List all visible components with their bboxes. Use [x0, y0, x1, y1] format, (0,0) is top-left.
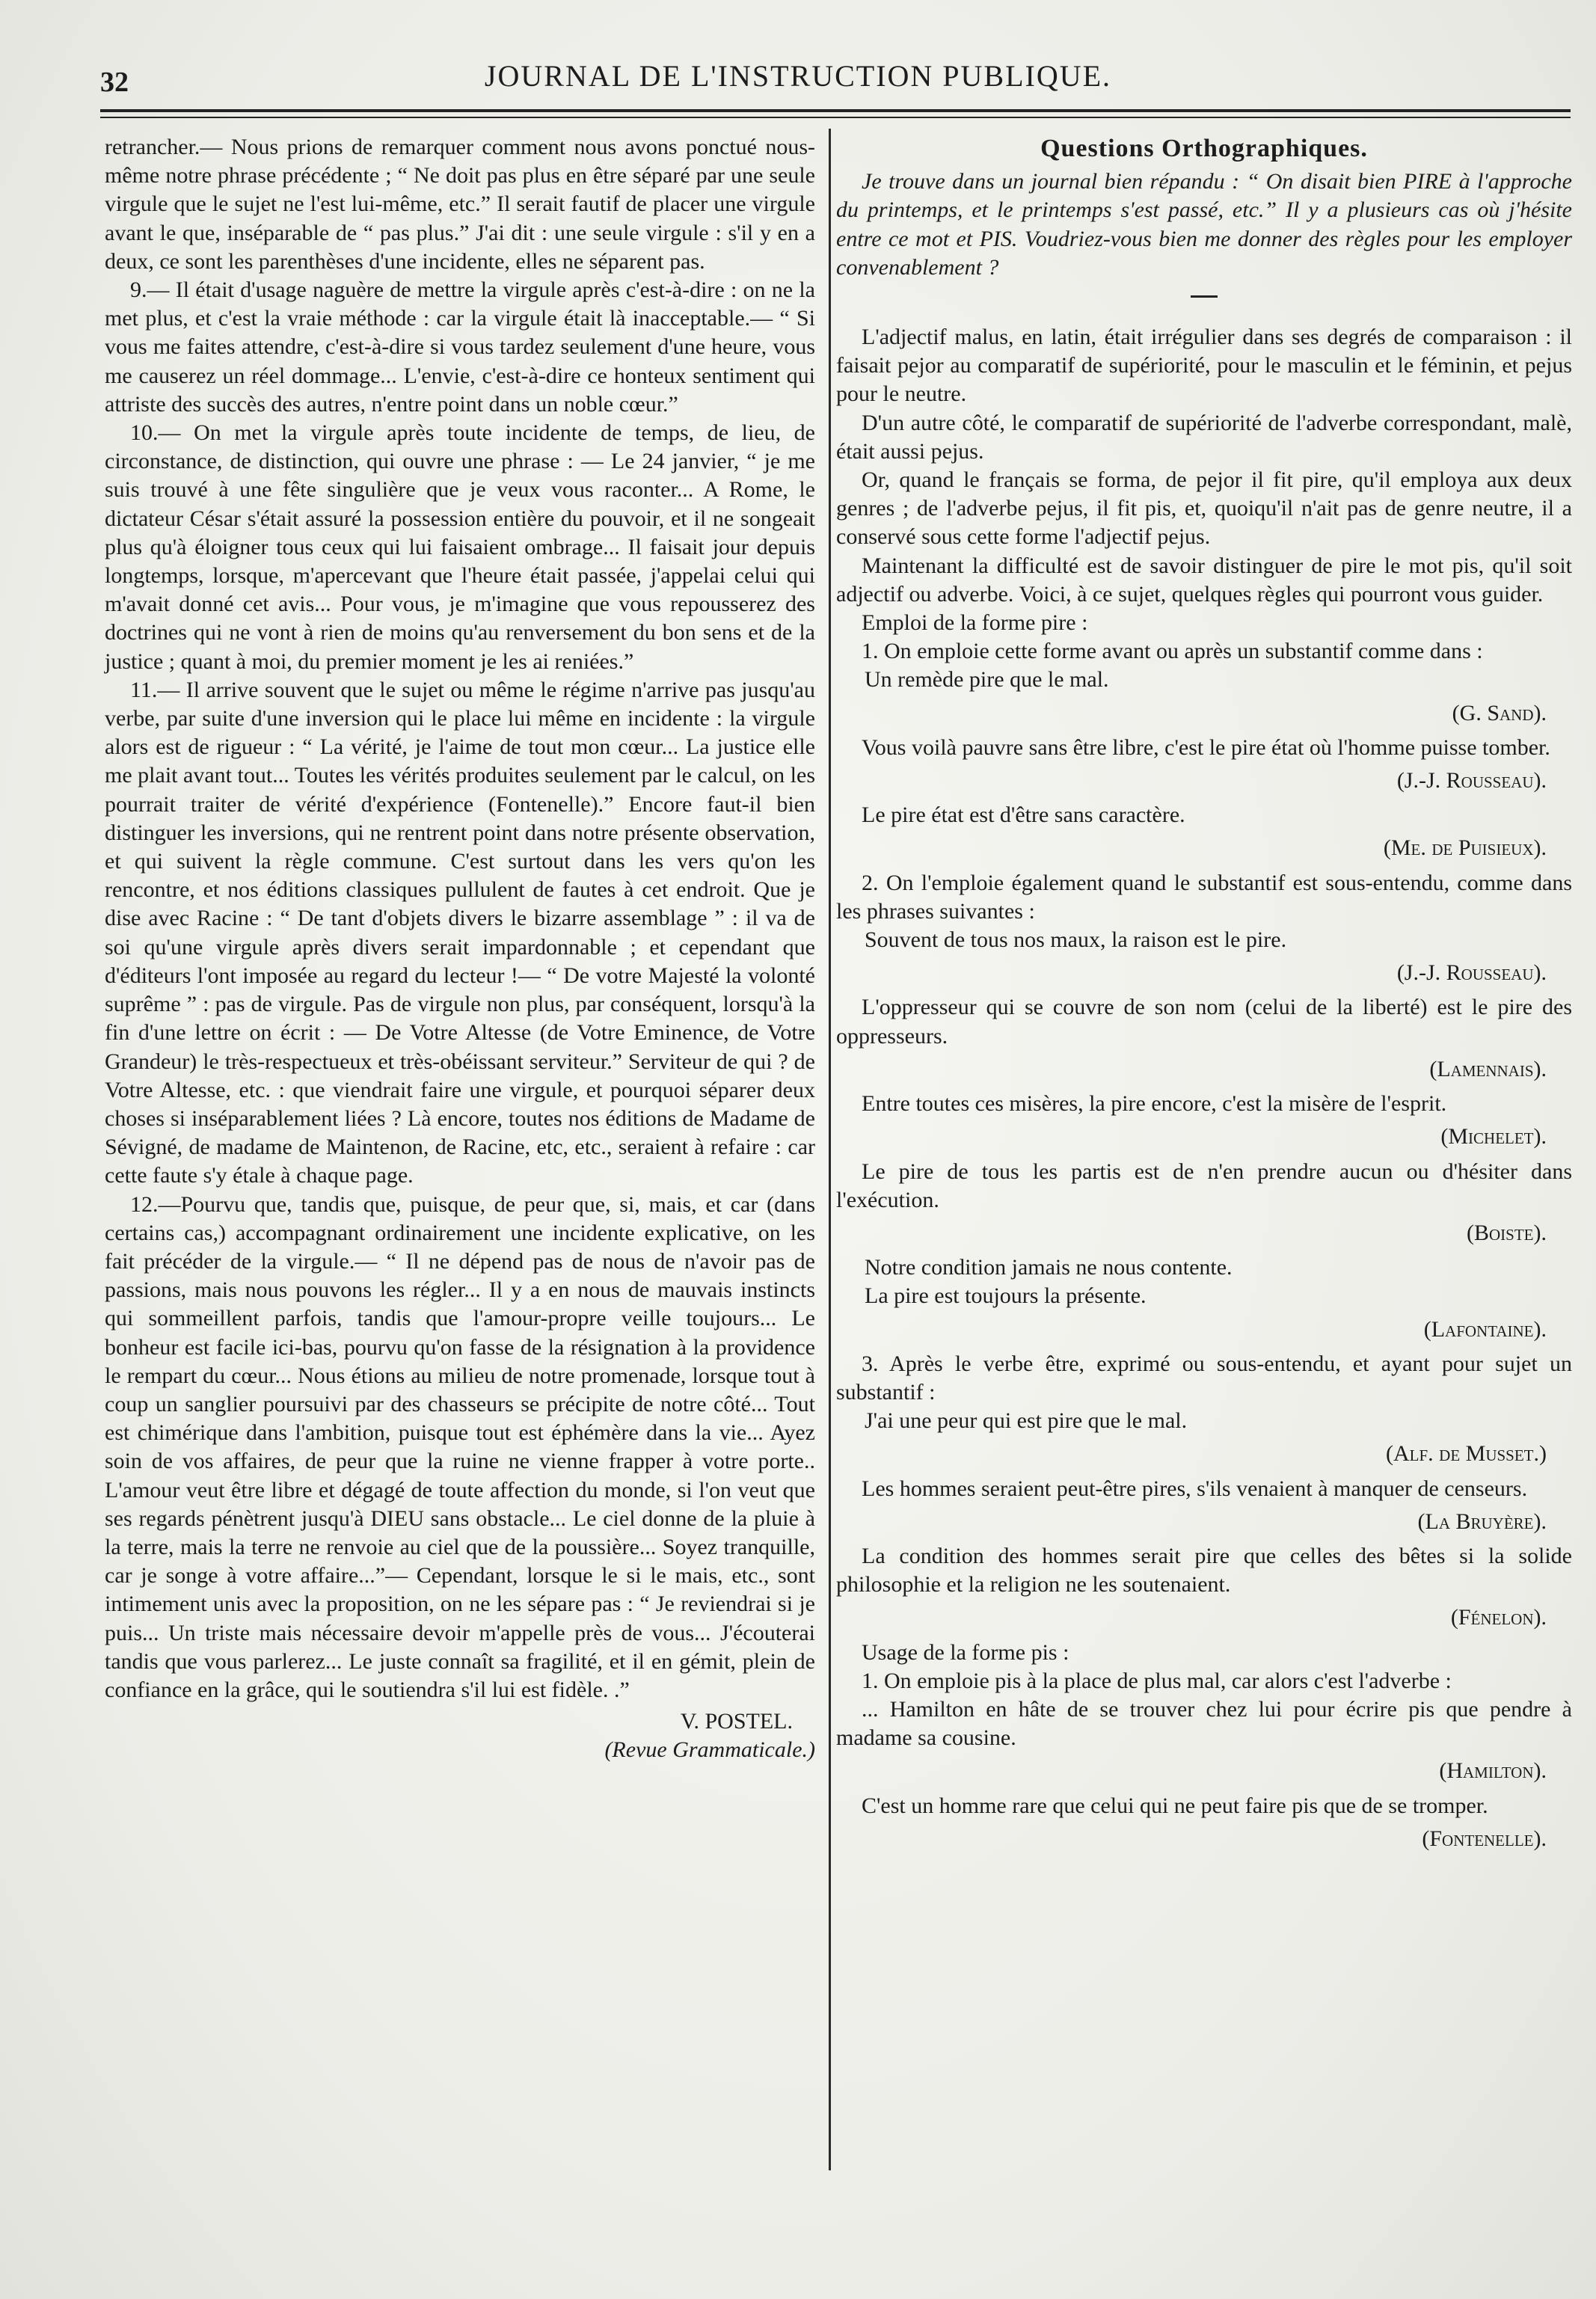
answer-paragraph: Or, quand le français se forma, de pejor il fit pire, qu'il employa aux deux genres ; de l'adverbe pejus, il fit pis, et, quoiqu'il n'ait pas de genre neutre, il a conservé sous cette forme l'adjectif pejus.	[836, 467, 1572, 550]
usage-pis-heading: Usage de la forme pis :	[862, 1639, 1069, 1665]
separator-dash	[1191, 295, 1218, 298]
header-rule-thin	[100, 117, 1571, 118]
citation: (Fontenelle).	[1422, 1826, 1547, 1851]
rule-paragraph: 1. On emploie pis à la place de plus mal, car alors c'est l'adverbe :	[862, 1668, 1452, 1693]
rule-paragraph: 2. On l'emploie également quand le substantif est sous-entendu, comme dans les phrases suivantes :	[836, 870, 1572, 924]
citation: (Boiste).	[1467, 1220, 1547, 1245]
example-quote: Notre condition jamais ne nous contente.	[865, 1255, 1233, 1280]
answer-paragraph: L'adjectif malus, en latin, était irrégulier dans ses degrés de comparaison : il faisait pejor au comparatif de supériorité, pour le masculin et le féminin, et pejus pour le neutre.	[836, 325, 1572, 407]
answer-paragraph: Maintenant la difficulté est de savoir distinguer de pire le mot pis, qu'il soit adjectif ou adverbe. Voici, à ce sujet, quelques règles qui pourront vous guider.	[836, 553, 1572, 607]
citation: (La Bruyère).	[1417, 1508, 1547, 1534]
section-heading: Questions Orthographiques.	[1040, 135, 1368, 162]
rule-paragraph: 1. On emploie cette forme avant ou après un substantif comme dans :	[862, 639, 1483, 664]
example-quote: Le pire état est d'être sans caractère.	[862, 802, 1185, 828]
rule-paragraph: 3. Après le verbe être, exprimé ou sous-entendu, et ayant pour sujet un substantif :	[836, 1351, 1572, 1405]
page-number: 32	[100, 67, 129, 98]
emploi-pire-heading: Emploi de la forme pire :	[862, 610, 1088, 636]
example-quote: J'ai une peur qui est pire que le mal.	[865, 1408, 1188, 1434]
paragraph-rule-9: 9.— Il était d'usage naguère de mettre la virgule après c'est-à-dire : on ne la met plus, et c'est la vraie méthode : car la virgule était là inacceptable.— “ Si vous me faites attendre, c'est-à-dire si vous tardez seulement d'une heure, vous me causerez un réel dommage... L'envie, c'est-à-dire ce honteux sentiment qui attriste des succès des autres, n'entre point dans un noble cœur.”	[105, 277, 815, 417]
journal-title: JOURNAL DE L'INSTRUCTION PUBLIQUE.	[484, 59, 1112, 93]
citation: (Lafontaine).	[1423, 1316, 1547, 1342]
answer-paragraph: D'un autre côté, le comparatif de supériorité de l'adverbe correspondant, malè, était aussi pejus.	[836, 410, 1572, 464]
citation: (Fénelon).	[1450, 1605, 1547, 1630]
right-column	[836, 133, 1572, 1859]
paragraph-retrancher: retrancher.— Nous prions de remarquer comment nous avons ponctué nous-même notre phrase précédente ; “ Ne doit pas plus en être séparé par une seule virgule que le sujet ne l'est lui-même, etc.” Il serait fautif de placer une virgule avant le que, inséparable de “ pas plus.” J'ai dit : une seule virgule : s'il y en a deux, ce sont les parenthèses d'une incidente, elles ne séparent pas.	[105, 135, 815, 274]
example-quote: C'est un homme rare que celui qui ne peut faire pis que de se tromper.	[862, 1793, 1488, 1818]
paragraph-rule-11: 11.— Il arrive souvent que le sujet ou même le régime n'arrive pas jusqu'au verbe, par suite d'une inversion qui le place lui même en incidente : la virgule alors est de rigueur : “ La vérité, je l'aime de tout mon cœur... La justice elle me plait avant tout... Toutes les vérités produites seulement par le calcul, on les pourrait traiter de vérité d'expérience (Fontenelle).” Encore faut-il bien distinguer les inversions, qui ne rentrent point dans notre présente observation, et qui suivent la règle commune. C'est surtout dans les vers qu'on les rencontre, et nos éditions classiques pullulent de fautes à cet endroit. Que je dise avec Racine : “ De tant d'objets divers le bizarre assemblage ” : il va de soi qu'une virgule après divers serait impardonnable ; et cependant que d'éditeurs l'ont imposée au regard du lecteur !— “ De votre Majesté la volonté suprême ” : pas de virgule. Pas de virgule non plus, par conséquent, lorsqu'à la fin d'une lettre on écrit : — De Votre Altesse (de Votre Eminence, de Votre Grandeur) le très-respectueux et très-obéissant serviteur.” Serviteur de qui ? de Votre Altesse, etc. : que viendrait faire une virgule, et pourquoi séparer deux choses si inséparablement liées ? Là encore, toutes nos éditions de Madame de Sévigné, de madame de Maintenon, de Racine, etc, etc., seraient à refaire : car cette faute s'y étale à chaque page.	[105, 677, 815, 1188]
example-quote: Entre toutes ces misères, la pire encore, c'est la misère de l'esprit.	[862, 1091, 1447, 1117]
example-quote: La condition des hommes serait pire que celles des bêtes si la solide philosophie et la religion ne les soutenaient.	[836, 1543, 1572, 1597]
author-signature: V. POSTEL.	[680, 1709, 793, 1734]
paragraph-rule-12: 12.—Pourvu que, tandis que, puisque, de peur que, si, mais, et car (dans certains cas,) accompagnant ordinairement une incidente explicative, on les fait précéder de la virgule.— “ Il ne dépend pas de nous de n'avoir pas de passions, mais nous pouvons les régler... Il y a en nous de mauvais instincts qui sommeillent parfois, tandis que l'amour-propre veille toujours... Le bonheur est facile ici-bas, pourvu qu'on fasse de la résignation à la providence le rempart du cœur... Nous étions au milieu de notre promenade, lorsque tout à coup un sanglier poursuivi par des chasseurs se précipite de notre côté... Tout est chimérique dans l'ambition, puisque tout est éphémère dans la vie... Ayez soin de vos affaires, de peur que la ruine ne vienne frapper à votre porte.. L'amour veut être libre et dégagé de toute affection du monde, si l'on veut que ses regards pénètrent jusqu'à DIEU sans obstacle... Le ciel donne de la pluie à la terre, mais la terre ne renvoie au ciel que de la poussière... Soyez tranquille, car je songe à votre affaire...”— Cependant, lorsque le si le mais, etc., sont intimement unis avec la proposition, on ne les sépare pas : “ Je reviendrai si je puis... Un triste mais nécessaire devoir m'appelle près de vous... J'écouterai tandis que vous parlerez... Le juste connaît sa fragilité, et il en gémit, plein de confiance en la grâce, qui le soutiendra s'il lui est fidèle. .”	[105, 1191, 815, 1702]
citation: (G. Sand).	[1452, 700, 1547, 725]
citation: (Michelet).	[1440, 1124, 1547, 1150]
citation: (J.-J. Rousseau).	[1396, 960, 1547, 986]
example-quote: Le pire de tous les partis est de n'en prendre aucun ou d'hésiter dans l'exécution.	[836, 1158, 1572, 1212]
left-column	[105, 133, 815, 1765]
example-quote: Vous voilà pauvre sans être libre, c'est le pire état où l'homme puisse tomber.	[862, 734, 1550, 760]
citation: (Hamilton).	[1439, 1758, 1547, 1784]
header-rule	[100, 109, 1571, 112]
example-quote: Un remède pire que le mal.	[865, 667, 1109, 693]
citation: (Me. de Puisieux).	[1383, 835, 1547, 861]
example-quote: Les hommes seraient peut-être pires, s'ils venaient à manquer de censeurs.	[862, 1476, 1528, 1501]
paragraph-rule-10: 10.— On met la virgule après toute incidente de temps, de lieu, de circonstance, de distinction, qui ouvre une phrase : — Le 24 janvier, “ je me suis trouvé à une fête singulière que je veux vous raconter... A Rome, le dictateur César s'était assuré la possession entière du pouvoir, et il ne songeait plus qu'à éloigner tous ceux qui lui faisaient ombrage... Il faisait jour depuis longtemps, lorsque, m'apercevant que l'heure était passée, j'appelai celui qui m'avait donné cet avis... Pour vous, je m'imagine que vous repousserez des doctrines qui ne vont à rien de moins qu'au renversement du bon sens et de la justice ; quant à moi, du premier moment je les ai reniées.”	[105, 420, 815, 674]
source-credit: (Revue Grammaticale.)	[604, 1737, 815, 1763]
example-quote: La pire est toujours la présente.	[865, 1283, 1147, 1309]
column-divider	[829, 129, 831, 2170]
citation: (Alf. de Musset.)	[1386, 1441, 1547, 1467]
citation: (Lamennais).	[1429, 1056, 1547, 1081]
example-quote: L'oppresseur qui se couvre de son nom (celui de la liberté) est le pire des oppresseurs.	[836, 995, 1572, 1049]
example-quote: ... Hamilton en hâte de se trouver chez lui pour écrire pis que pendre à madame sa cousine.	[836, 1696, 1572, 1751]
reader-question: Je trouve dans un journal bien répandu : “ On disait bien PIRE à l'approche du printemps, et le printemps s'est passé, etc.” Il y a plusieurs cas où j'hésite entre ce mot et PIS. Voudriez-vous bien me donner des règles pour les employer convenablement ?	[836, 169, 1572, 280]
example-quote: Souvent de tous nos maux, la raison est le pire.	[865, 927, 1287, 953]
citation: (J.-J. Rousseau).	[1396, 768, 1547, 794]
